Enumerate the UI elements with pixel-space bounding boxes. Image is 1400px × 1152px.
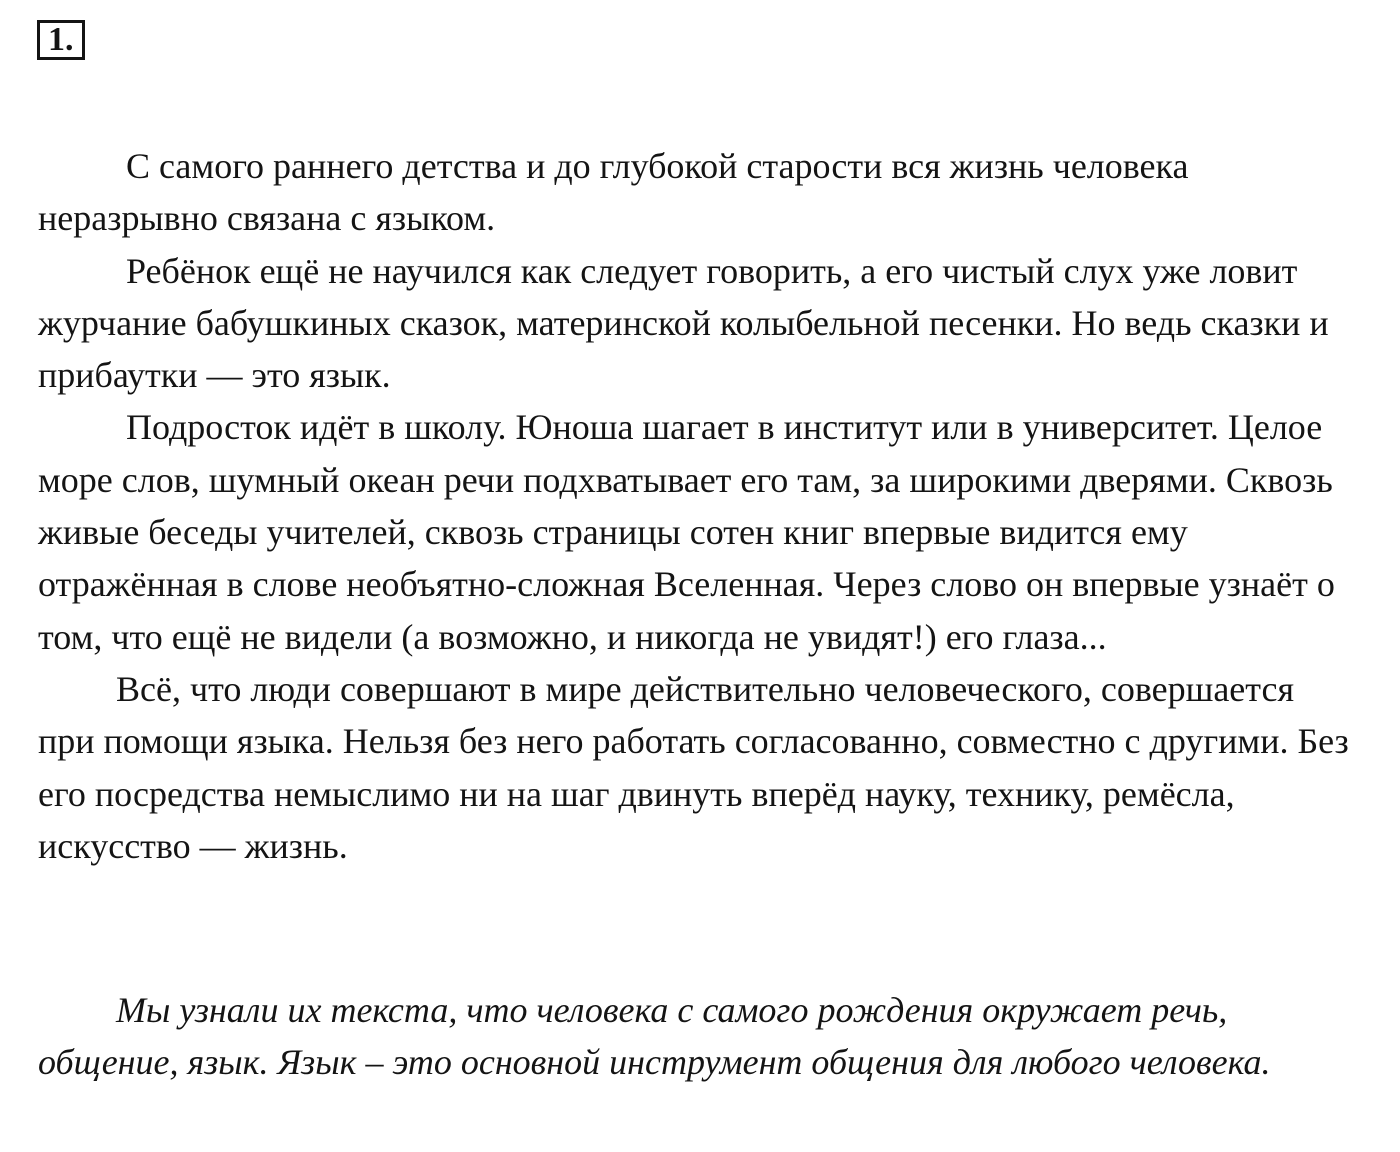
conclusion-text xyxy=(38,984,1358,1089)
conclusion-paragraph: Мы узнали их текста, что человека с самого рождения окружает речь, общение, язык. Язык – это основной инструмент общения для любого человека. xyxy=(38,990,1271,1083)
paragraph-childhood: С самого раннего детства и до глубокой старости вся жизнь человека неразрывно связана с языком. xyxy=(38,146,1189,239)
exercise-number-label: 1. xyxy=(48,21,74,58)
main-text xyxy=(38,140,1353,872)
paragraph-language-role: Всё, что люди совершают в мире действительно человеческого, совершается при помощи языка. Нельзя без него работать согласованно, совместно с другими. Без его посредства немыслимо ни на шаг двинуть вперёд науку, технику, ремёсла, искусство — жизнь. xyxy=(38,668,1349,866)
paragraph-school: Подросток идёт в школу. Юноша шагает в институт или в университет. Целое море слов, шумный океан речи подхватывает его там, за широкими дверями. Сквозь живые беседы учителей, сквозь страницы сотен книг впервые видится ему отражённая в слове необъятно-сложная Вселенная. Через слово он впервые узнаёт о том, что ещё не видели (а возможно, и никогда не увидят!) его глаза... xyxy=(38,407,1335,657)
exercise-number xyxy=(37,20,85,60)
paragraph-child: Ребёнок ещё не научился как следует говорить, а его чистый слух уже ловит журчание бабушкиных сказок, материнской колыбельной песенки. Но ведь сказки и прибаутки — это язык. xyxy=(38,250,1329,396)
